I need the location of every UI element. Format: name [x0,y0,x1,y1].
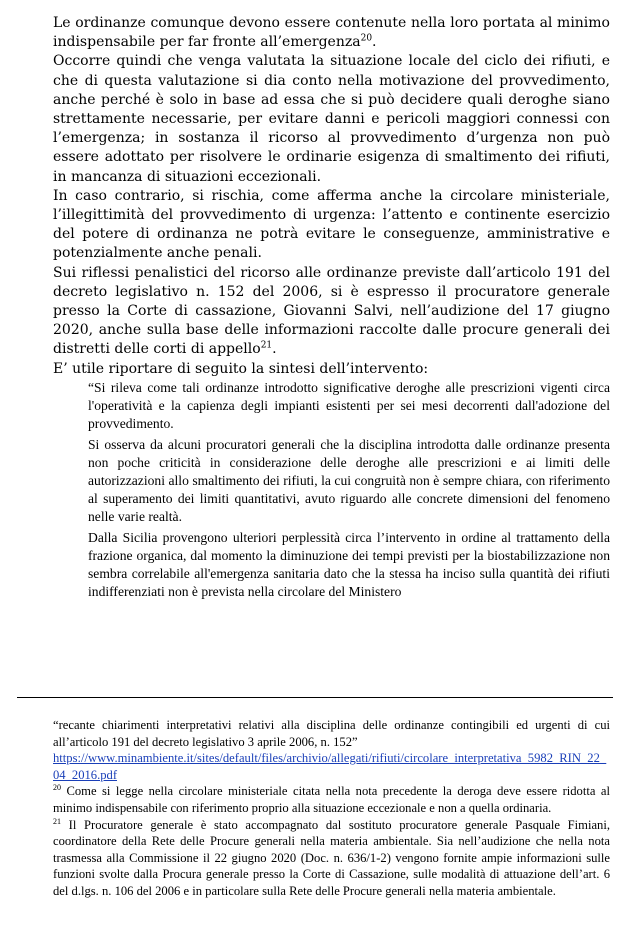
footnote-number-20: 20 [53,783,61,793]
footnote-number-21: 21 [53,816,61,826]
paragraph-1: Le ordinanze comunque devono essere contenute nella loro portata al minimo indispensabile per far fronte all’emergenza$^{20}$. [53,15,610,51]
paragraph-4: Sui riflessi penalistici del ricorso alle ordinanze previste dall’articolo 191 del decreto legislativo n. 152 del 2006, si è espresso il procuratore generale presso la Corte di cassazione, Giovanni Salvi, nell’audizione del 17 giugno 2020, anche sulla base delle informazioni raccolte dalle procure generali dei distretti delle corti di appello$^{21}$. [53,264,610,358]
block-quote [88,379,610,601]
footnote-ref-20[interactable]: 20 [360,33,373,44]
footnote-separator [17,697,613,698]
quote-paragraph-2: Si osserva da alcuni procuratori generali che la disciplina introdotta dalle ordinanze presenta non poche criticità in considerazione delle deroghe alle prescrizioni e ai limiti delle autorizzazioni allo smaltimento dei rifiuti, la cui congruità non è sempre chiara, con riferimento al superamento dei limiti quantitativi, avuto riguardo alle concrete dimensioni del fenomeno nelle varie realtà. [88,436,610,524]
circolare-link[interactable]: https://www.minambiente.it/sites/default/files/archivio/allegati/rifiuti/circolare_interpretativa_5982_RIN_22_04_2016.pdf [53,751,607,782]
footnote-20: $^{20}$ Come si legge nella circolare ministeriale citata nella nota precedente la deroga deve essere ridotta al minimo indispensabile con riferimento proprio alla situazione eccezionale e non a quella ordinaria. [53,783,610,815]
quote-paragraph-1: “Si rileva come tali ordinanze introdotto significative deroghe alle prescrizioni vigenti circa l'operatività e la capienza degli impianti esistenti per sei mesi decorrenti dall'adozione del provvedimento. [88,379,610,431]
paragraph-3: In caso contrario, si rischia, come afferma anche la circolare ministeriale, l’illegittimità del provvedimento di urgenza: l’attento e continente esercizio del potere di ordinanza ne potrà evitare le conseguenze, amministrative e potenzialmente anche penali. [53,187,610,262]
paragraph-2: Occorre quindi che venga valutata la situazione locale del ciclo dei rifiuti, e che di questa valutazione si dia conto nella motivazione del provvedimento, anche perché è solo in base ad essa che si può decidere quali deroghe siano strettamente necessarie, per evitare danni e pericoli maggiori connessi con l’emergenza; in sostanza il ricorso al provvedimento d’urgenza non può essere adottato per risolvere le ordinarie esigenza di smaltimento dei rifiuti, in mancanza di situazioni eccezionali. [53,53,610,185]
main-text [53,14,610,604]
footnote-ref-21[interactable]: 21 [260,340,273,351]
quote-paragraph-3: Dalla Sicilia provengono ulteriori perplessità circa l’intervento in ordine al trattamento della frazione organica, dal momento la diminuzione dei tempi previsti per la biostabilizzazione non sembra correlabile all'emergenza sanitaria dato che la stessa ha inciso sulla quantità dei rifiuti indifferenziati non è prevista nella circolare del Ministero [88,529,610,599]
footnote-continuation: “recante chiarimenti interpretativi relativi alla disciplina delle ordinanze contingibili ed urgenti di cui all’articolo 191 del decreto legislativo 3 aprile 2006, n. 152” [53,718,610,749]
footnote-21: $^{21}$ Il Procuratore generale è stato accompagnato dal sostituto procuratore generale Pasquale Fimiani, coordinatore della Rete delle Procure generali nella materia ambientale. Sia nell’audizione che nella nota trasmessa alla Commissione il 22 giugno 2020 (Doc. n. 636/1-2) vengono fornite ampie informazioni sulle funzioni svolte dalla Procura generale presso la Corte di Cassazione, sulle modalità di attuazione dell’art. 6 del d.lgs. n. 106 del 2006 e in particolare sulla Rete delle Procure generali nella materia ambientale. [53,816,610,898]
paragraph-5: E’ utile riportare di seguito la sintesi dell’intervento: [53,360,429,377]
footnotes [53,717,610,900]
